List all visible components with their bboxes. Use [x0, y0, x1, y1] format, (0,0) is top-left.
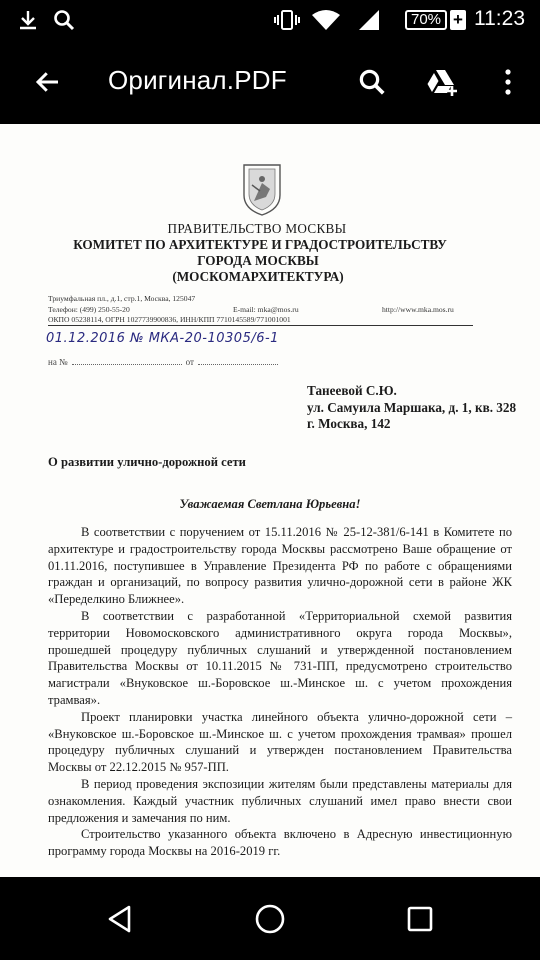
- nav-recent-apps-button[interactable]: [400, 899, 440, 939]
- document-title: Оригинал.PDF: [108, 65, 287, 95]
- letter-body: [48, 524, 512, 860]
- back-button[interactable]: [28, 62, 68, 102]
- nav-recent-icon: [406, 905, 434, 933]
- status-bar: [0, 0, 540, 40]
- pdf-page[interactable]: [0, 124, 540, 877]
- nav-home-button[interactable]: [250, 899, 290, 939]
- battery-percent: 70%: [405, 10, 447, 30]
- ref-from: от: [185, 357, 194, 367]
- wifi-icon: [310, 6, 342, 34]
- back-arrow-icon: [33, 67, 63, 97]
- sender-registry-codes: ОКПО 05238114, ОГРН 1027739900836, ИНН/КПП 7710145589/771001001: [48, 315, 291, 324]
- nav-back-button[interactable]: [100, 899, 140, 939]
- cell-signal-icon: [354, 6, 382, 34]
- header-government: ПРАВИТЕЛЬСТВО МОСКВЫ: [167, 221, 347, 236]
- body-paragraph: В период проведения экспозиции жителям были представлены материалы для ознакомления. Каждый участник публичных слушаний имел право внести свои предложения и замечания по ним.: [48, 776, 512, 825]
- add-to-drive-button[interactable]: [422, 62, 462, 102]
- ref-prefix: на №: [48, 357, 68, 367]
- app-toolbar: [0, 40, 540, 124]
- recipient-city: г. Москва, 142: [307, 416, 391, 431]
- recipient-street: ул. Самуила Маршака, д. 1, кв. 328: [307, 400, 517, 415]
- download-icon: [14, 6, 42, 34]
- sender-phone: Телефон: (499) 250-55-20: [48, 305, 130, 314]
- vibrate-icon: [272, 6, 302, 34]
- nav-home-icon: [253, 902, 287, 936]
- more-vert-icon: [503, 67, 513, 97]
- sender-email: E-mail: mka@mos.ru: [233, 305, 299, 314]
- letter-greeting: Уважаемая Светлана Юрьевна!: [179, 497, 361, 511]
- body-paragraph: Проект планировки участка линейного объекта улично-дорожной сети – «Внуковское ш.-Боровское ш.-Минское ш. с учетом прохождения трамвая» прошел процедуру публичных слушаний и утвержден постановлением Правительства Москвы от 22.12.2015 № 957-ПП.: [48, 709, 512, 775]
- search-icon: [357, 67, 387, 97]
- header-committee: КОМИТЕТ ПО АРХИТЕКТУРЕ И ГРАДОСТРОИТЕЛЬСТВУ: [73, 237, 447, 252]
- battery-charging-plus: +: [450, 10, 466, 30]
- body-paragraph: В соответствии с разработанной «Территориальной схемой развития территории Новомосковского административного округа города Москвы», прошедшей процедуру публичных слушаний и утвержденной постановлением Правительства Москвы от 10.11.2015 № 731-ПП, предусмотрено строительство магистрали «Внуковское ш.-Боровское ш.-Минское ш. с учетом прохождения трамвая».: [48, 608, 512, 707]
- incoming-reference-line: [48, 357, 282, 367]
- battery-icon: [405, 9, 466, 31]
- body-paragraph: В соответствии с поручением от 15.11.2016 № 25-12-381/6-141 в Комитете по архитектуре и градостроительству города Москвы рассмотрено Ваше обращение от 01.11.2016, поступившее в Управление Президента РФ по работе с обращениями граждан и организаций, по вопросу развития улично-дорожной сети в районе ЖК «Переделкино Ближнее».: [48, 525, 512, 607]
- nav-back-icon: [105, 904, 135, 934]
- letter-subject: О развитии улично-дорожной сети: [48, 455, 246, 469]
- body-paragraph: Строительство указанного объекта включено в Адресную инвестиционную программу города Москвы на 2016-2019 гг.: [48, 827, 512, 859]
- status-time: 11:23: [474, 7, 525, 30]
- sender-website: http://www.mka.mos.ru: [382, 305, 454, 314]
- header-abbreviation: (МОСКОМАРХИТЕКТУРА): [172, 269, 344, 284]
- navigation-bar: [0, 877, 540, 960]
- outgoing-reference-number: 01.12.2016 № МКА-20-10305/6-1: [46, 331, 279, 346]
- header-divider: [48, 325, 473, 326]
- more-options-button[interactable]: [488, 62, 528, 102]
- moscow-coat-of-arms-icon: [240, 161, 284, 217]
- drive-add-icon: [425, 67, 459, 97]
- header-city: ГОРОДА МОСКВЫ: [197, 253, 319, 268]
- search-button[interactable]: [352, 62, 392, 102]
- search-icon: [50, 6, 78, 34]
- sender-address: Триумфальная пл., д.1, стр.1, Москва, 125047: [48, 294, 196, 303]
- recipient-name: Танеевой С.Ю.: [307, 383, 397, 398]
